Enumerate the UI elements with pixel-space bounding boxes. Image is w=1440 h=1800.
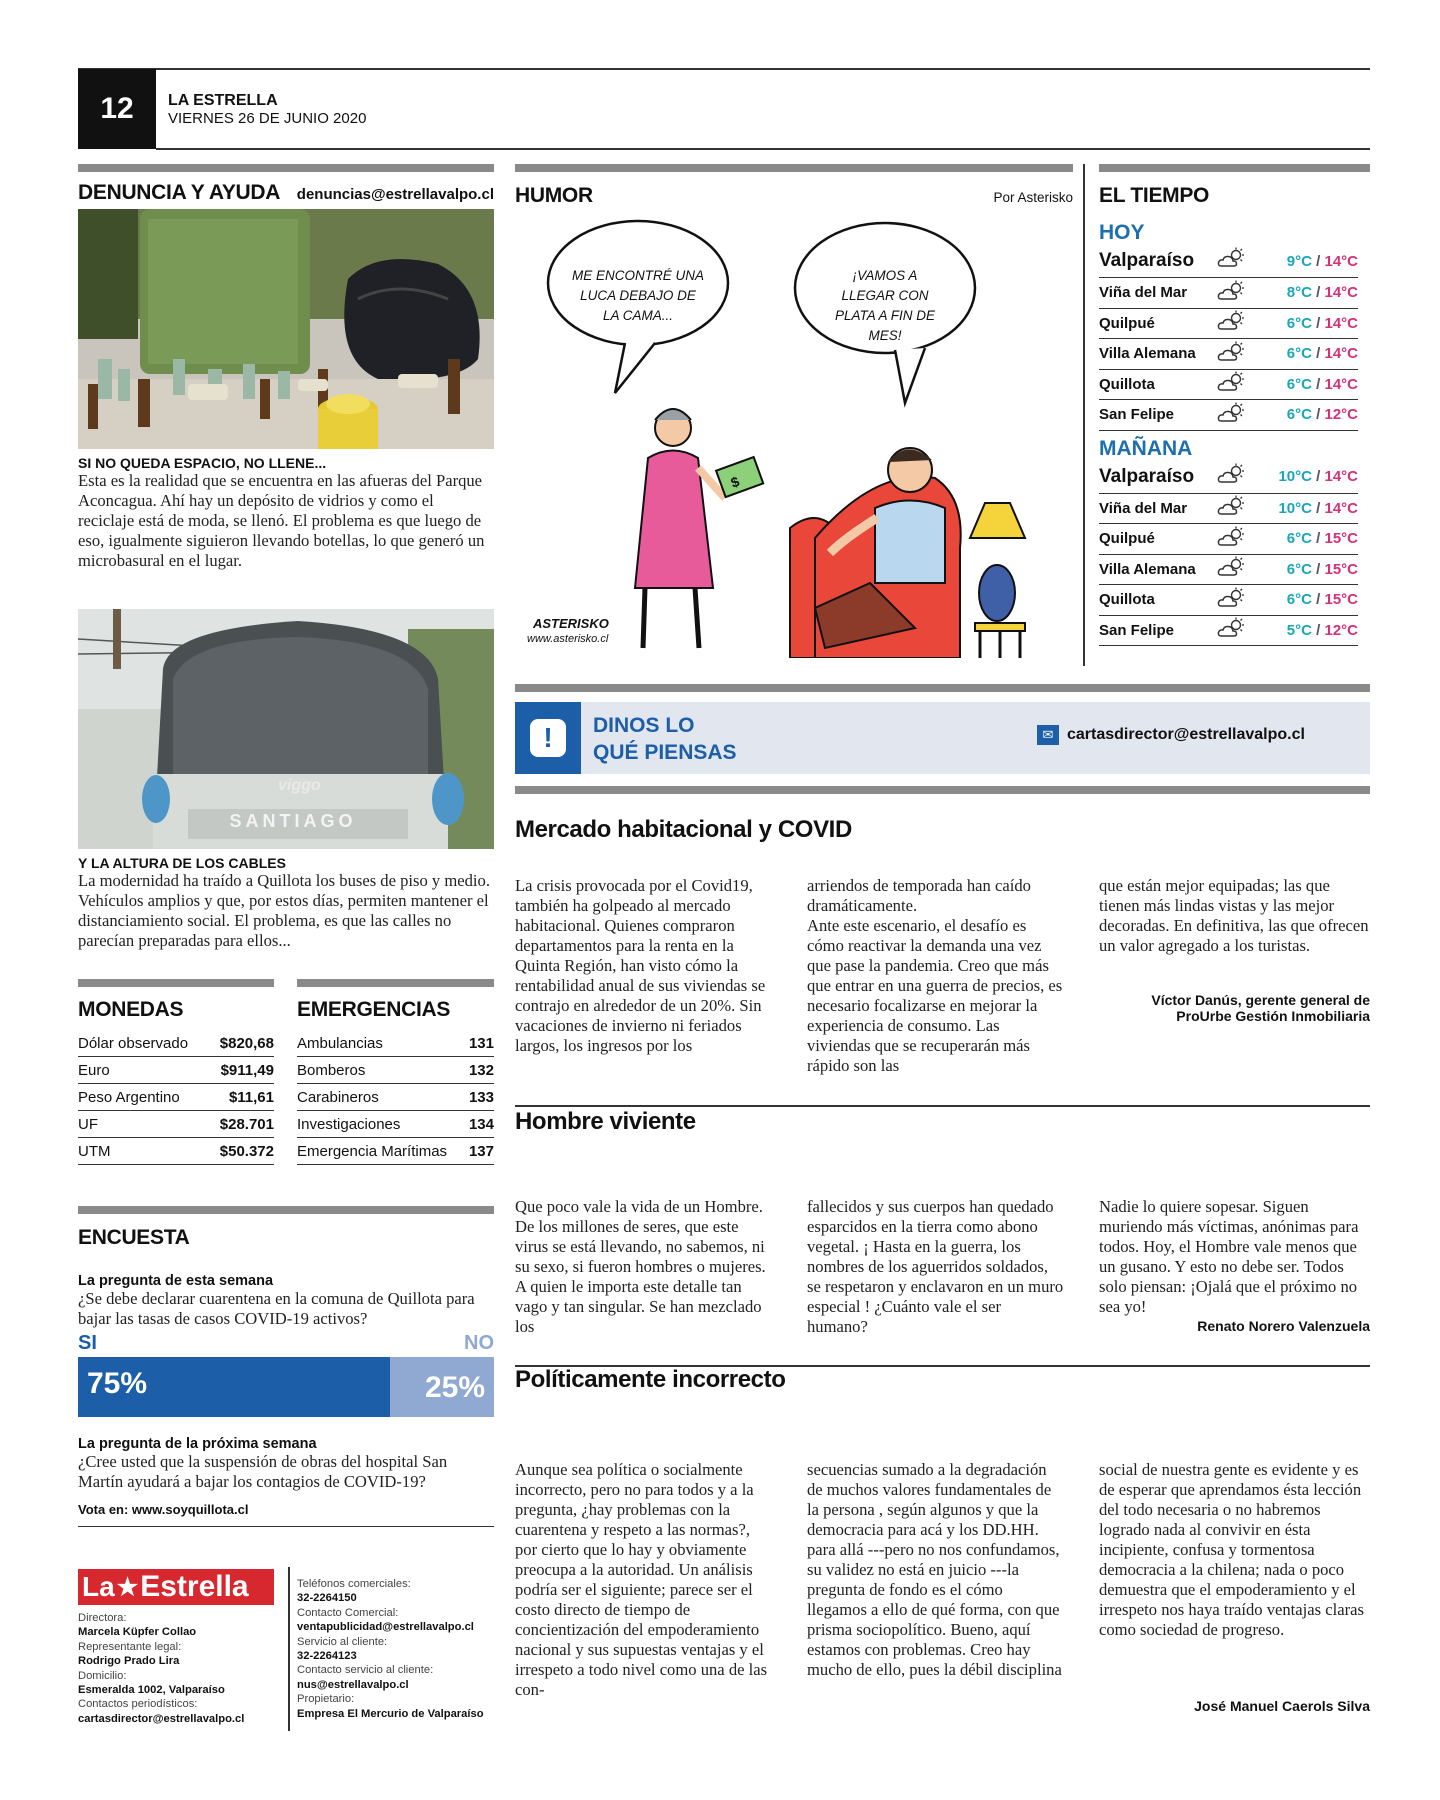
partly-cloudy-icon [1217,617,1257,643]
staff-value: nus@estrellavalpo.cl [297,1678,409,1691]
denuncia-title: DENUNCIA Y AYUDA [78,181,281,204]
temp-min: 6°C [1286,591,1312,609]
hoy-label: HOY [1099,221,1145,244]
weather-temp [1287,530,1358,547]
tiempo-section [1083,164,1370,666]
temp-sep: / [1311,345,1325,363]
emergencias-title: EMERGENCIAS [297,998,451,1021]
temp-min: 9°C [1286,252,1312,270]
emergencias-row [297,1138,494,1165]
paper-name: LA ESTRELLA [168,92,278,109]
humor-cartoon [515,208,1073,658]
letter-title: Políticamente incorrecto [515,1366,786,1393]
staff-label: Servicio al cliente: [297,1635,388,1648]
letter-col2: secuencias sumado a la degradación de muchos valores fundamentales de la persona , según algunos y que la democracia para acá y los DD.HH. para allá ---pero no nos confundamos, su validez no está en juicio ---la pregunta de fondo es el cómo llegamos a ello de qué forma, con que prisma sociopolítico. Bueno, aquí estamos con problemas. Creo hay mucho de ello, pues la débil disciplina [807,1460,1062,1679]
temp-max: 15°C [1324,530,1358,548]
monedas-value: $50.372 [219,1143,274,1160]
encuesta-next-label: La pregunta de la próxima semana [78,1436,317,1452]
weather-city: Quilpué [1099,530,1155,548]
weather-city: Quillota [1099,375,1155,393]
emergencias-section [297,979,494,1165]
denuncia-item1-text: Esta es la realidad que se encuentra en las afueras del Parque Aconcagua. Ahí hay un depósito de vidrios y como el reciclaje está de moda, se llenó. El problema es que luego de eso, igualmente siguieron llevando botellas, lo que generó un microbasural en el lugar. [78,471,485,570]
temp-min: 5°C [1286,621,1312,639]
weather-city: Valparaíso [1099,465,1195,487]
emergencias-label: Carabineros [297,1089,379,1106]
page-date: VIERNES 26 DE JUNIO 2020 [168,110,367,127]
letter-divider [515,1105,1370,1107]
page-header [78,68,1370,150]
emergencias-value: 131 [468,1035,494,1052]
emergencias-value: 134 [468,1116,494,1133]
estrella-logo [78,1569,274,1605]
emergencias-label: Ambulancias [297,1035,383,1052]
temp-sep: / [1311,530,1325,548]
temp-sep: / [1311,621,1325,639]
encuesta-next-question: ¿Cree usted que la suspensión de obras del hospital San Martín ayudará a bajar los contagios de COVID-19? [78,1452,448,1491]
monedas-label: Peso Argentino [78,1089,180,1106]
partly-cloudy-icon [1217,526,1257,552]
partly-cloudy-icon [1217,341,1257,367]
letter-col3: social de nuestra gente es evidente y es de esperar que aprendamos ésta lección del todo necesaria o no habremos logrado nada al convivir en ésta incipiente, confusa y tormentosa democracia a la chilena; nada o poco demuestra que el empoderamiento y el irrespeto nos haya traído ventajas claras como sociedad de progreso. [1099,1460,1364,1639]
emergencias-value: 132 [468,1062,494,1079]
staff-label: Contactos periodísticos: [78,1698,198,1711]
weather-temp [1287,376,1358,393]
weather-city: Villa Alemana [1099,560,1196,578]
staff-value: Esmeralda 1002, Valparaíso [78,1684,225,1697]
bus-brand: viggo [278,777,321,794]
letter-title: Mercado habitacional y COVID [515,816,852,843]
encuesta-no-bar [390,1357,494,1417]
temp-min: 10°C [1278,468,1312,485]
weather-row [1099,524,1358,555]
weather-city: San Felipe [1099,406,1175,424]
staff-value: Marcela Küpfer Collao [78,1626,197,1639]
svg-text:$: $ [728,473,742,491]
temp-sep: / [1311,314,1325,332]
weather-temp [1287,591,1358,608]
staff-label: Contacto servicio al cliente: [297,1664,434,1677]
monedas-row [78,1057,274,1084]
temp-max: 15°C [1324,560,1358,578]
temp-min: 6°C [1286,530,1312,548]
letter-signature: Víctor Danús, gerente general de ProUrbe Gestión Inmobiliaria [1151,992,1370,1024]
temp-min: 6°C [1286,375,1312,393]
staff-label: Directora: [78,1612,127,1624]
encuesta-si-bar [78,1357,390,1417]
temp-max: 14°C [1324,252,1358,270]
temp-max: 14°C [1324,284,1358,302]
weather-temp [1287,345,1358,362]
weather-temp [1287,622,1358,639]
monedas-value: $820,68 [219,1035,274,1052]
letter-col1: Que poco vale la vida de un Hombre. De los millones de seres, que este virus se está llevando, no sabemos, ni su sexo, si fueron hombres o mujeres. A quien le importa este detalle tan vago y tan singular. Se han mezclado los [515,1197,766,1336]
encuesta-no-pct: 25% [424,1371,485,1404]
weather-row [1099,245,1358,278]
staff-label: Contacto Comercial: [297,1606,399,1619]
staff-value: ventapublicidad@estrellavalpo.cl [297,1621,474,1634]
staff-value: cartasdirector@estrellavalpo.cl [78,1712,245,1725]
star-icon: ★ [116,1573,139,1601]
weather-temp [1287,561,1358,578]
partly-cloudy-icon [1217,463,1257,491]
logo-la: La [82,1571,115,1602]
encuesta-section [78,1206,494,1527]
staff-label: Teléfonos comerciales: [297,1578,411,1590]
weather-temp [1287,284,1358,301]
weather-row [1099,278,1358,309]
staff-value: Rodrigo Prado Lira [78,1655,180,1668]
humor-byline: Por Asterisko [993,190,1073,205]
denuncia-item2-text: La modernidad ha traído a Quillota los buses de piso y medio. Vehículos amplios y que, por estos días, permiten mantener el distanciamiento social. El problema, es que las calles no parecían preparadas para ellos... [78,871,490,950]
emergencias-row [297,1030,494,1057]
letter-col1: Aunque sea política o socialmente incorrecto, pero no para todos y a la pregunta, ¿hay problemas con la cuarentena y respeto a las normas?, por cierto que lo hay y obviamente preocupa a la autoridad. Un análisis podría ser el siguiente; parece ser el costo directo de tiempo de concientización del empoderamiento nacional y sus supuestas ventajas y el irrespeto a todo nivel como una de las con- [515,1460,768,1699]
monedas-row [78,1138,274,1165]
letter-col2: fallecidos y sus cuerpos han quedado esparcidos en la tierra como abono vegetal. ¡ Hasta en la guerra, los nombres de los aguerridos soldados, se respetaron y enclavaron en un muro especial ! ¿Cuánto vale el ser humano? [807,1197,1064,1336]
bus-photo [78,609,494,849]
monedas-label: Dólar observado [78,1035,189,1052]
letter-signature: Renato Norero Valenzuela [1197,1318,1370,1334]
weather-city: Valparaíso [1099,250,1195,271]
partly-cloudy-icon [1217,495,1257,521]
weather-row [1099,461,1358,494]
temp-sep: / [1311,252,1325,270]
weather-temp [1287,315,1358,332]
monedas-label: UF [78,1116,98,1133]
encuesta-no-label: NO [464,1332,494,1354]
monedas-section [78,979,274,1165]
monedas-label: UTM [78,1143,111,1160]
partly-cloudy-icon [1217,556,1257,582]
weather-row [1099,494,1358,525]
emergencias-value: 133 [468,1089,494,1106]
denuncia-item1-head: SI NO QUEDA ESPACIO, NO LLENE... [78,455,327,471]
temp-sep: / [1311,560,1325,578]
weather-row [1099,400,1358,431]
temp-min: 6°C [1286,314,1312,332]
emergencias-row [297,1057,494,1084]
partly-cloudy-icon [1217,371,1257,397]
weather-city: San Felipe [1099,621,1175,639]
weather-temp [1278,468,1358,485]
temp-min: 6°C [1286,345,1312,363]
temp-sep: / [1311,375,1325,393]
emergencias-row [297,1111,494,1138]
emergencias-label: Emergencia Marítimas [297,1143,448,1160]
mail-icon: ✉ [1037,725,1059,745]
dinos-title-2: QUÉ PIENSAS [593,741,737,764]
temp-max: 12°C [1324,621,1358,639]
partly-cloudy-icon [1217,587,1257,613]
humor-section [515,164,1073,674]
weather-city: Viña del Mar [1099,499,1188,517]
denuncia-item2-head: Y LA ALTURA DE LOS CABLES [78,855,286,871]
temp-min: 6°C [1286,406,1312,424]
emergencias-row [297,1084,494,1111]
weather-city: Villa Alemana [1099,345,1196,363]
weather-temp [1287,253,1358,270]
staff-value: Empresa El Mercurio de Valparaíso [297,1707,484,1720]
letter-col2: arriendos de temporada han caído dramáticamente. Ante este escenario, el desafío es cómo reactivar la demanda una vez que pase la pandemia. Creo que más que entrar en una guerra de precios, es necesario focalizarse en mejorar la experiencia de consumo. Las viviendas que se recuperarán más rápido son las [807,876,1063,1075]
weather-row [1099,309,1358,340]
letter-col1: La crisis provocada por el Covid19, también ha golpeado al mercado habitacional. Quienes compraron departamentos para la renta en la Quinta Región, han visto cómo la rentabilidad anual de sus viviendas se contrajo en alrededor de un 20%. Sin vacaciones de invierno ni feriados largos, los ingresos por los [515,876,766,1055]
temp-max: 14°C [1324,314,1358,332]
temp-max: 14°C [1324,499,1358,517]
encuesta-si-pct: 75% [87,1367,148,1400]
encuesta-q-label: La pregunta de esta semana [78,1273,274,1289]
emergencias-value: 137 [468,1143,494,1160]
monedas-title: MONEDAS [78,998,184,1021]
cartoon-signature: ASTERISKO [533,616,609,631]
emergencias-label: Investigaciones [297,1116,401,1133]
weather-row [1099,555,1358,586]
encuesta-question: ¿Se debe declarar cuarentena en la comuna de Quillota para bajar las tasas de casos COVID-19 activos? [78,1289,475,1328]
staff-label: Representante legal: [78,1640,182,1653]
staff-value: 32-2264123 [297,1650,357,1663]
letter-title: Hombre viviente [515,1108,696,1135]
temp-max: 15°C [1324,591,1358,609]
manana-label: MAÑANA [1099,436,1193,460]
partly-cloudy-icon [1217,310,1257,336]
partly-cloudy-icon [1217,247,1257,275]
weather-city: Quillota [1099,591,1155,609]
temp-sep: / [1311,468,1325,485]
weather-temp [1278,500,1358,517]
denuncia-email[interactable]: denuncias@estrellavalpo.cl [296,186,494,203]
temp-sep: / [1311,406,1325,424]
monedas-value: $28.701 [219,1116,274,1133]
partly-cloudy-icon [1217,280,1257,306]
bubble-2-text: ¡VAMOS A LLEGAR CON PLATA A FIN DE MES! [834,268,936,343]
letter-col3: Nadie lo quiere sopesar. Siguen muriendo más víctimas, anónimas para todos. Hoy, el Hombre vale menos que un gusano. Y esto no debe ser. Todos solo piensan: ¡Ojalá que el próximo no sea yo! [1099,1197,1359,1316]
encuesta-si-label: SI [78,1332,97,1354]
weather-city: Quilpué [1099,314,1155,332]
bubble-1-text: ME ENCONTRÉ UNA LUCA DEBAJO DE LA CAMA... [571,268,704,323]
temp-min: 8°C [1286,284,1312,302]
staff-value: 32-2264150 [297,1592,357,1605]
temp-min: 10°C [1278,499,1312,517]
monedas-row [78,1084,274,1111]
staff-box [78,1567,508,1731]
logo-estrella: Estrella [140,1570,249,1603]
recycling-photo [78,209,494,449]
staff-label: Domicilio: [78,1669,127,1682]
temp-max: 12°C [1324,406,1358,424]
monedas-value: $11,61 [228,1089,274,1106]
staff-label: Propietario: [297,1693,355,1706]
monedas-value: $911,49 [220,1062,274,1079]
weather-city: Viña del Mar [1099,284,1188,302]
temp-max: 14°C [1324,345,1358,363]
encuesta-title: ENCUESTA [78,1226,190,1249]
tiempo-title: EL TIEMPO [1099,184,1210,207]
dinos-title-1: DINOS LO [593,714,695,737]
temp-max: 14°C [1324,375,1358,393]
temp-max: 14°C [1324,468,1358,485]
temp-sep: / [1311,591,1325,609]
weather-row [1099,339,1358,370]
weather-row [1099,585,1358,616]
speech-alert-icon: ! [515,702,581,774]
monedas-label: Euro [78,1062,110,1079]
dinos-banner [515,684,1370,794]
temp-sep: / [1311,284,1325,302]
encuesta-vote[interactable]: Vota en: www.soyquillota.cl [78,1502,494,1527]
page-number: 12 [78,69,156,149]
dinos-email[interactable]: cartasdirector@estrellavalpo.cl [1067,726,1305,743]
letter-col3: que están mejor equipadas; las que tienen más lindas vistas y las mejor decoradas. En definitiva, las que ofrecen un valor agregado a los turistas. [1099,876,1369,955]
temp-min: 6°C [1286,560,1312,578]
weather-row [1099,370,1358,401]
humor-title: HUMOR [515,184,593,207]
encuesta-result-bar [78,1357,494,1417]
partly-cloudy-icon [1217,402,1257,428]
weather-temp [1287,406,1358,423]
weather-row [1099,616,1358,647]
letter-signature: José Manuel Caerols Silva [1194,1698,1370,1714]
emergencias-label: Bomberos [297,1062,366,1079]
cartoon-url: www.asterisko.cl [527,633,609,645]
temp-sep: / [1311,499,1325,517]
monedas-row [78,1111,274,1138]
bus-sign: SANTIAGO [229,811,357,831]
monedas-row [78,1030,274,1057]
denuncia-section [78,164,494,951]
